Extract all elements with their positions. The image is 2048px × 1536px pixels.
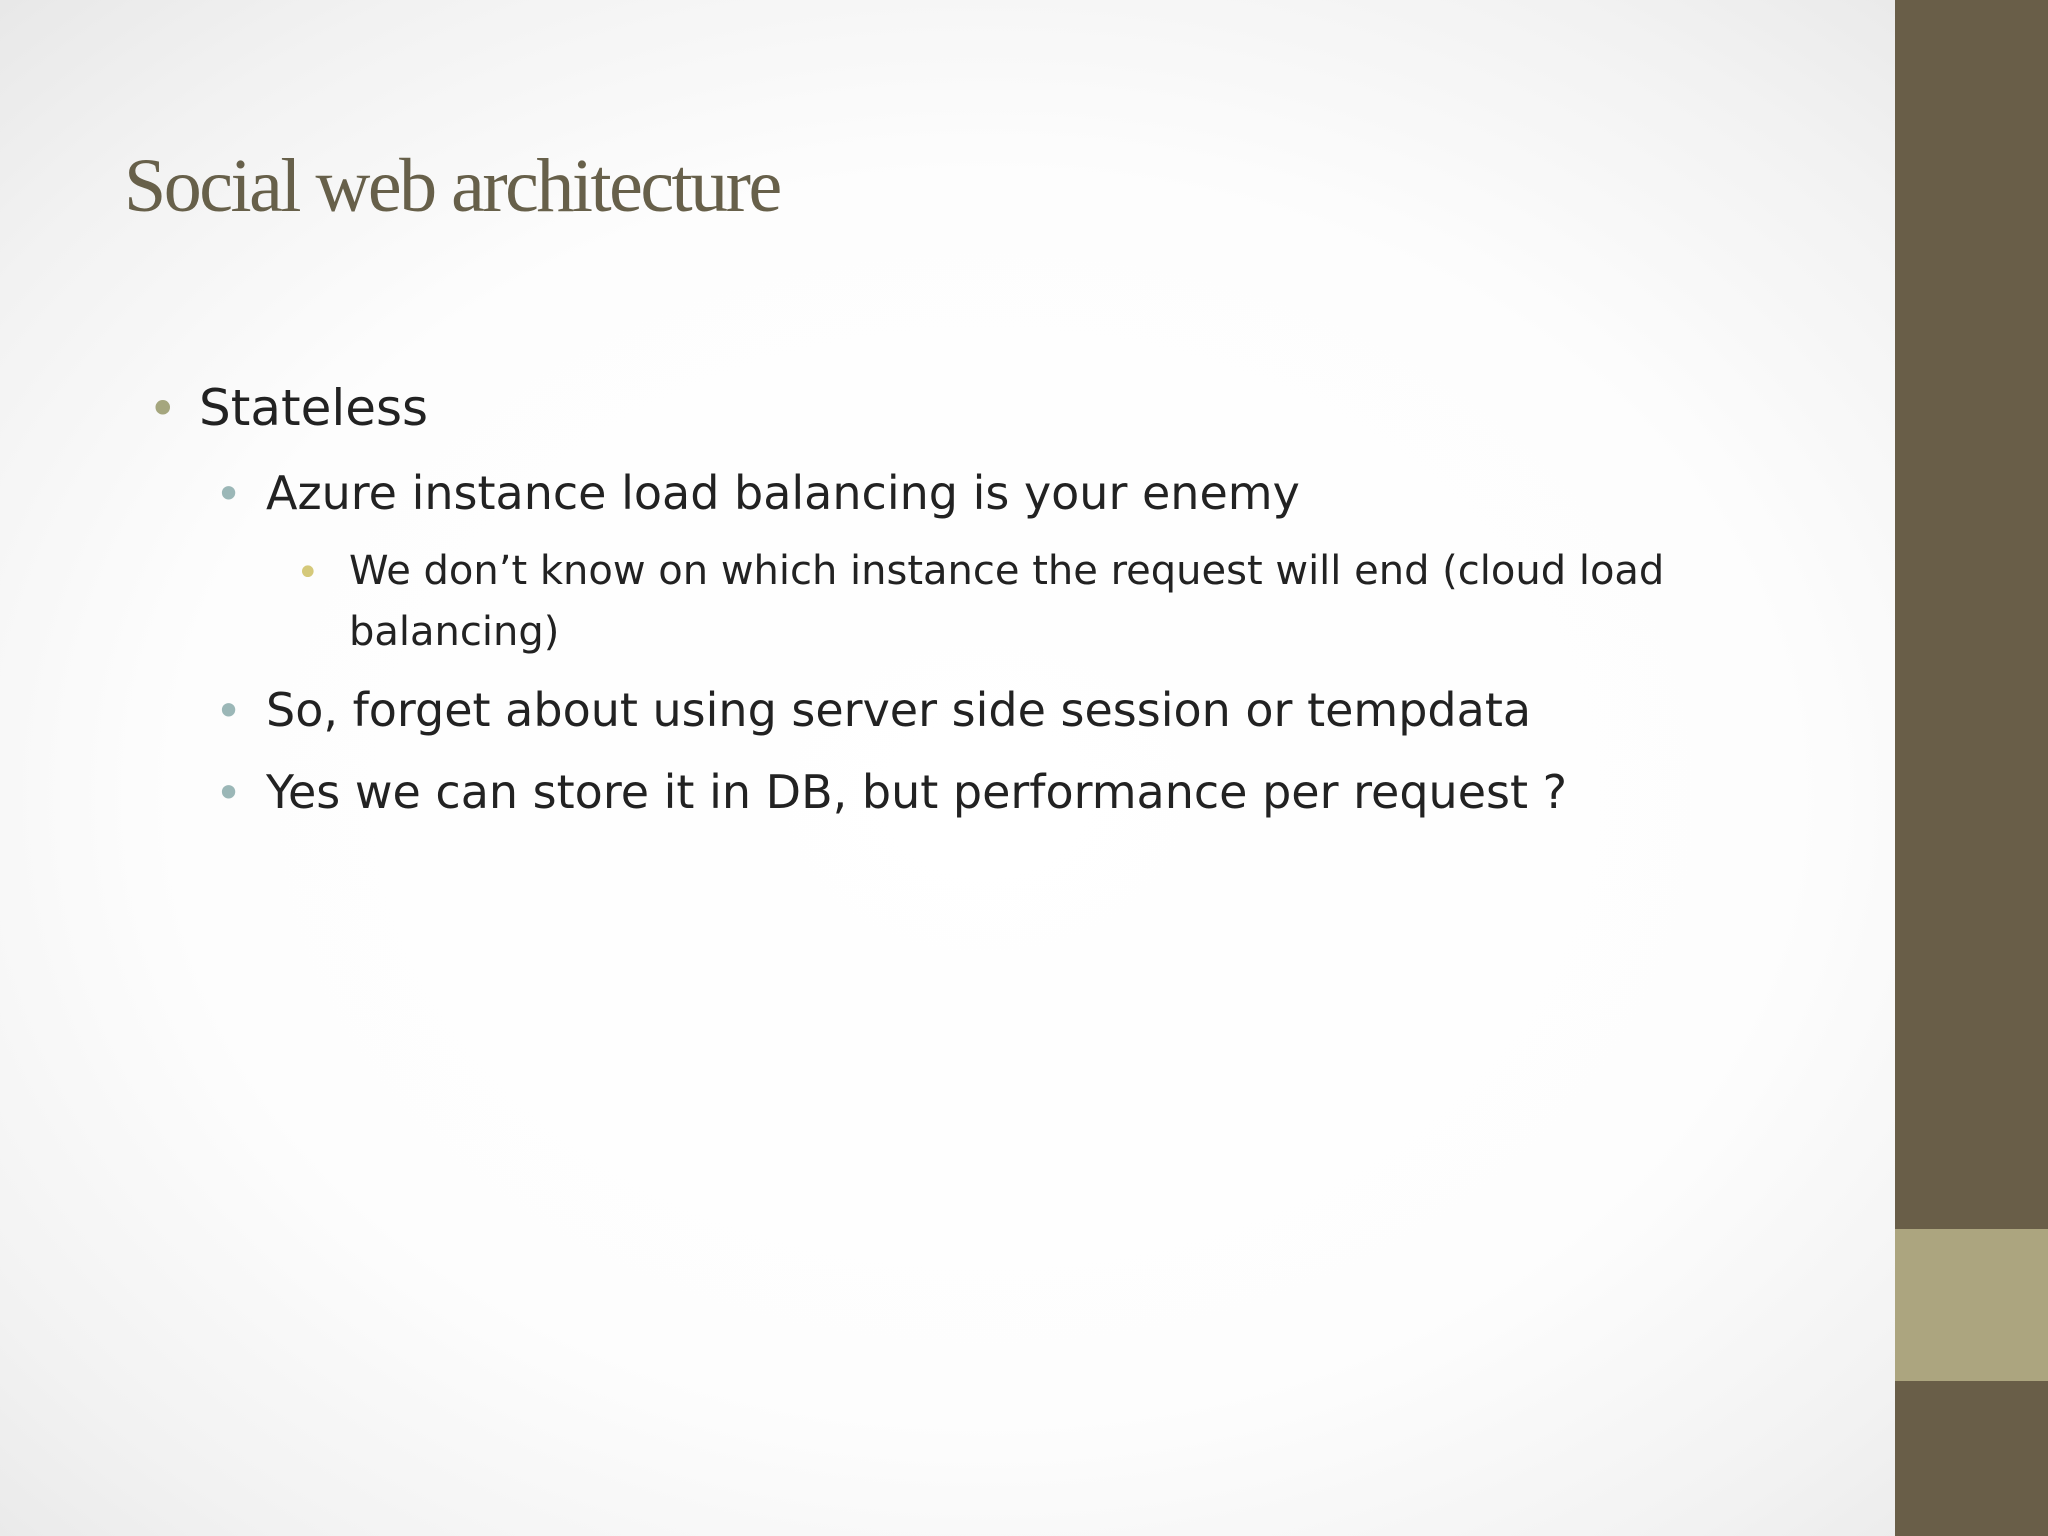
bullet-item-db-storage: Yes we can store it in DB, but performance per request ? — [266, 765, 1568, 819]
side-bar-band-bottom — [1895, 1381, 2048, 1536]
side-bar-band-accent — [1895, 1229, 2048, 1381]
side-bar-band-top — [1895, 0, 2048, 1229]
bullet-dot-level1: • — [148, 380, 178, 438]
bullet-item-cloud-instance: We don’t know on which instance the request will end (cloud load — [349, 548, 1665, 594]
bullet-item-stateless: Stateless — [199, 379, 429, 437]
bullet-dot-level2: • — [215, 684, 243, 738]
bullet-dot-level2: • — [215, 467, 243, 521]
decorative-side-bar — [1895, 0, 2048, 1536]
bullet-dot-level3: • — [296, 550, 320, 596]
bullet-item-load-balancing: Azure instance load balancing is your enemy — [266, 466, 1300, 520]
bullet-dot-level2: • — [215, 766, 243, 820]
bullet-item-cloud-instance-continuation: balancing) — [349, 609, 560, 655]
bullet-item-session: So, forget about using server side session or tempdata — [266, 683, 1532, 737]
slide-title: Social web architecture — [124, 144, 780, 228]
